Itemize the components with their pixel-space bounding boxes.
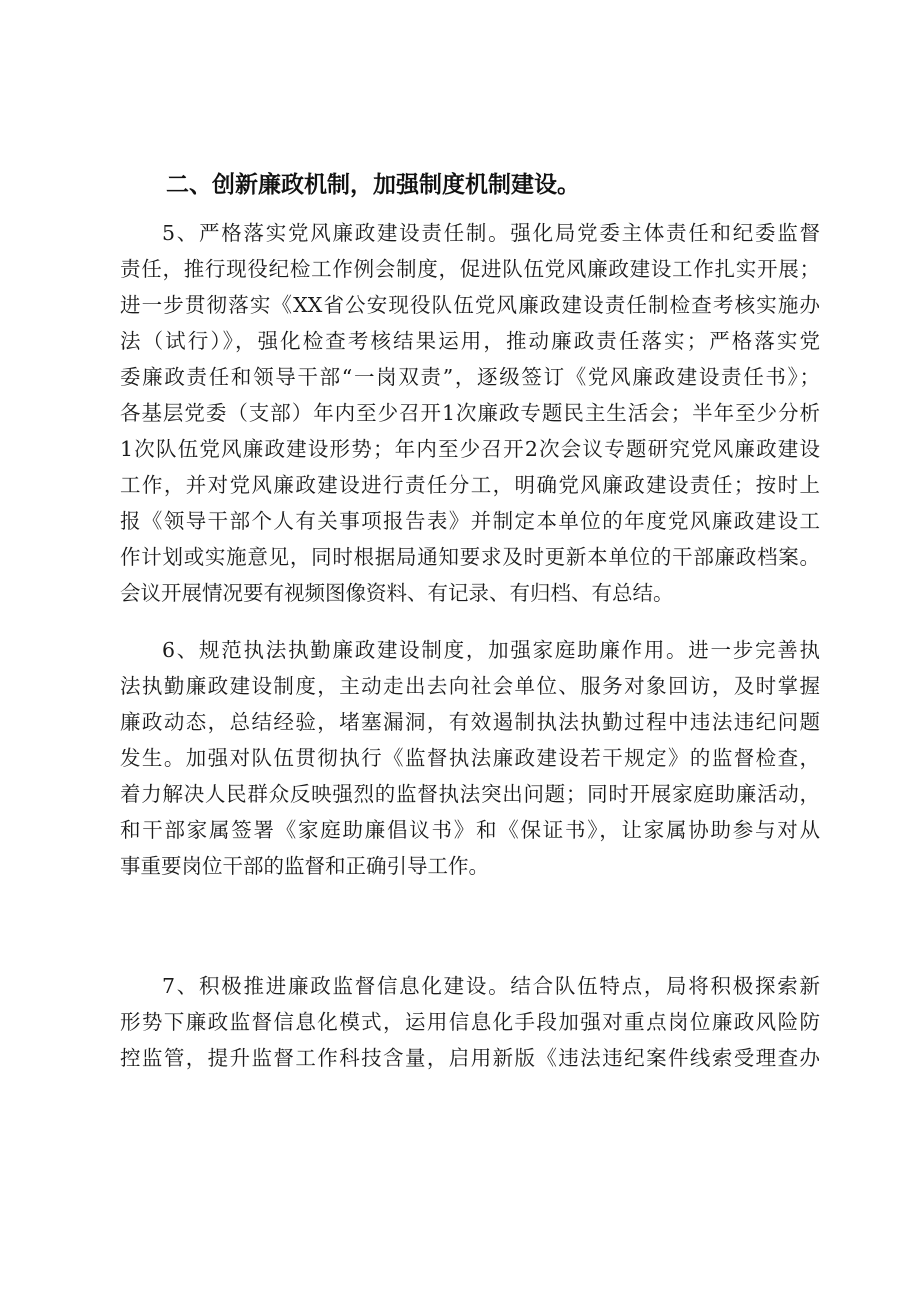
text-line: 进一步贯彻落实《XX省公安现役队伍党风廉政建设责任制检查考核实施办 — [120, 293, 820, 317]
text-line: 法执勤廉政建设制度，主动走出去向社会单位、服务对象回访，及时掌握 — [120, 674, 820, 698]
text-line: 6、规范执法执勤廉政建设制度，加强家庭助廉作用。进一步完善执 — [162, 638, 820, 662]
text-line: 法（试行）》，强化检查考核结果运用，推动廉政责任落实；严格落实党 — [120, 329, 820, 353]
text-line: 1次队伍党风廉政建设形势；年内至少召开2次会议专题研究党风廉政建设 — [120, 437, 820, 461]
text-line: 7、积极推进廉政监督信息化建设。结合队伍特点，局将积极探索新 — [162, 974, 820, 998]
text-line: 作计划或实施意见，同时根据局通知要求及时更新本单位的干部廉政档案。 — [120, 545, 820, 569]
text-line: 工作，并对党风廉政建设进行责任分工，明确党风廉政建设责任；按时上 — [120, 473, 820, 497]
text-line: 5、严格落实党风廉政建设责任制。强化局党委主体责任和纪委监督 — [162, 221, 820, 245]
section-heading: 二、创新廉政机制，加强制度机制建设。 — [166, 172, 580, 198]
text-line: 各基层党委（支部）年内至少召开1次廉政专题民主生活会；半年至少分析 — [120, 401, 820, 425]
text-line: 着力解决人民群众反映强烈的监督执法突出问题；同时开展家庭助廉活动， — [120, 782, 820, 806]
text-line: 会议开展情况要有视频图像资料、有记录、有归档、有总结。 — [120, 581, 674, 605]
text-line: 责任，推行现役纪检工作例会制度，促进队伍党风廉政建设工作扎实开展； — [120, 257, 820, 281]
text-line: 廉政动态，总结经验，堵塞漏洞，有效遏制执法执勤过程中违法违纪问题 — [120, 710, 820, 734]
text-line: 报《领导干部个人有关事项报告表》并制定本单位的年度党风廉政建设工 — [120, 509, 820, 533]
text-line: 发生。加强对队伍贯彻执行《监督执法廉政建设若干规定》的监督检查， — [120, 746, 820, 770]
text-line: 事重要岗位干部的监督和正确引导工作。 — [120, 854, 489, 878]
text-line: 委廉政责任和领导干部“一岗双责”，逐级签订《党风廉政建设责任书》； — [120, 365, 820, 389]
text-line: 形势下廉政监督信息化模式，运用信息化手段加强对重点岗位廉政风险防 — [120, 1010, 820, 1034]
text-line: 和干部家属签署《家庭助廉倡议书》和《保证书》，让家属协助参与对从 — [120, 818, 820, 842]
text-line: 控监管，提升监督工作科技含量，启用新版《违法违纪案件线索受理查办 — [120, 1046, 820, 1070]
